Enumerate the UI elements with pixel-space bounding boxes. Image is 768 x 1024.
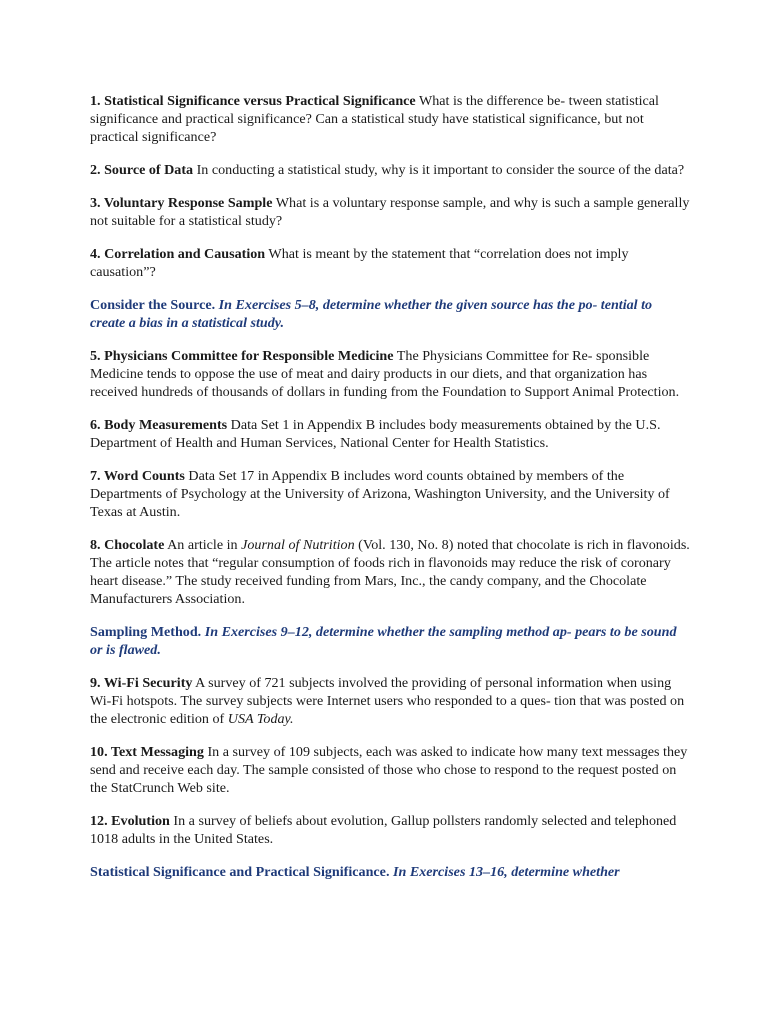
exercise-title: 7. Word Counts bbox=[90, 468, 185, 484]
exercise-9 bbox=[90, 674, 690, 728]
exercise-3 bbox=[90, 194, 690, 230]
exercise-text: The Physicians Committee for Re- sponsible Medicine tends to oppose the use of meat and dairy products in our diets, and that organization has received hundreds of thousands of dollars in funding from the Foundation to Support Animal Protection. bbox=[90, 348, 680, 400]
exercise-12 bbox=[90, 812, 690, 848]
exercise-text: In conducting a statistical study, why is it important to consider the source of the data? bbox=[193, 162, 685, 178]
section-instruction: In Exercises 9–12, determine whether the sampling method ap- pears to be sound or is flawed. bbox=[90, 624, 677, 658]
journal-name: Journal of Nutrition bbox=[241, 537, 355, 553]
exercise-title: 12. Evolution bbox=[90, 813, 170, 829]
exercise-text: Data Set 17 in Appendix B includes word counts obtained by members of the Departments of Psychology at the University of Arizona, Washington University, and the University of Texas at Austin. bbox=[90, 468, 670, 520]
exercise-4 bbox=[90, 245, 690, 281]
section-heading: Statistical Significance and Practical Significance. bbox=[90, 864, 390, 880]
exercise-title: 5. Physicians Committee for Responsible Medicine bbox=[90, 348, 394, 364]
section-heading-consider-source bbox=[90, 296, 690, 332]
section-heading: Consider the Source. bbox=[90, 297, 216, 313]
section-instruction: In Exercises 5–8, determine whether the given source has the po- tential to create a bias in a statistical study. bbox=[90, 297, 653, 331]
section-heading: Sampling Method. bbox=[90, 624, 202, 640]
exercise-text: In a survey of beliefs about evolution, Gallup pollsters randomly selected and telephoned 1018 adults in the United States. bbox=[90, 813, 677, 847]
exercise-title: 6. Body Measurements bbox=[90, 417, 228, 433]
exercise-text: What is the difference be- tween statistical significance and practical significance? Can a statistical study have statistical significance, but not practical significance? bbox=[90, 93, 659, 145]
section-heading-sampling-method bbox=[90, 623, 690, 659]
exercise-text: What is meant by the statement that “correlation does not imply causation”? bbox=[90, 246, 629, 280]
exercise-title: 3. Voluntary Response Sample bbox=[90, 195, 273, 211]
exercise-2 bbox=[90, 161, 690, 179]
exercise-7 bbox=[90, 467, 690, 521]
exercise-10 bbox=[90, 743, 690, 797]
exercise-text: Data Set 1 in Appendix B includes body measurements obtained by the U.S. Department of Health and Human Services, National Center for Health Statistics. bbox=[90, 417, 661, 451]
exercise-text: A survey of 721 subjects involved the providing of personal information when using Wi-Fi hotspots. The survey subjects were Internet users who responded to a ques- tion that was posted on the electronic edition of bbox=[90, 675, 685, 727]
exercise-title: 8. Chocolate bbox=[90, 537, 165, 553]
exercise-title: 4. Correlation and Causation bbox=[90, 246, 266, 262]
exercise-5 bbox=[90, 347, 690, 401]
section-heading-statistical-significance bbox=[90, 863, 690, 881]
exercise-title: 2. Source of Data bbox=[90, 162, 194, 178]
exercise-text: What is a voluntary response sample, and why is such a sample generally not suitable for a statistical study? bbox=[90, 195, 690, 229]
document-page bbox=[90, 92, 690, 896]
exercise-text: (Vol. 130, No. 8) noted that chocolate is rich in flavonoids. The article notes that “regular consumption of foods rich in flavonoids may reduce the risk of coronary heart disease.” The study received funding from Mars, Inc., the candy company, and the Chocolate Manufacturers Association. bbox=[90, 537, 690, 607]
exercise-8 bbox=[90, 536, 690, 608]
publication-name: USA Today. bbox=[227, 711, 294, 727]
section-instruction: In Exercises 13–16, determine whether bbox=[389, 864, 620, 880]
exercise-title: 9. Wi-Fi Security bbox=[90, 675, 193, 691]
exercise-title: 10. Text Messaging bbox=[90, 744, 204, 760]
exercise-text: An article in bbox=[164, 537, 242, 553]
exercise-6 bbox=[90, 416, 690, 452]
exercise-text: In a survey of 109 subjects, each was asked to indicate how many text messages they send and receive each day. The sample consisted of those who chose to respond to the request posted on the StatCrunch Web site. bbox=[90, 744, 688, 796]
exercise-title: 1. Statistical Significance versus Practical Significance bbox=[90, 93, 416, 109]
exercise-1 bbox=[90, 92, 690, 146]
